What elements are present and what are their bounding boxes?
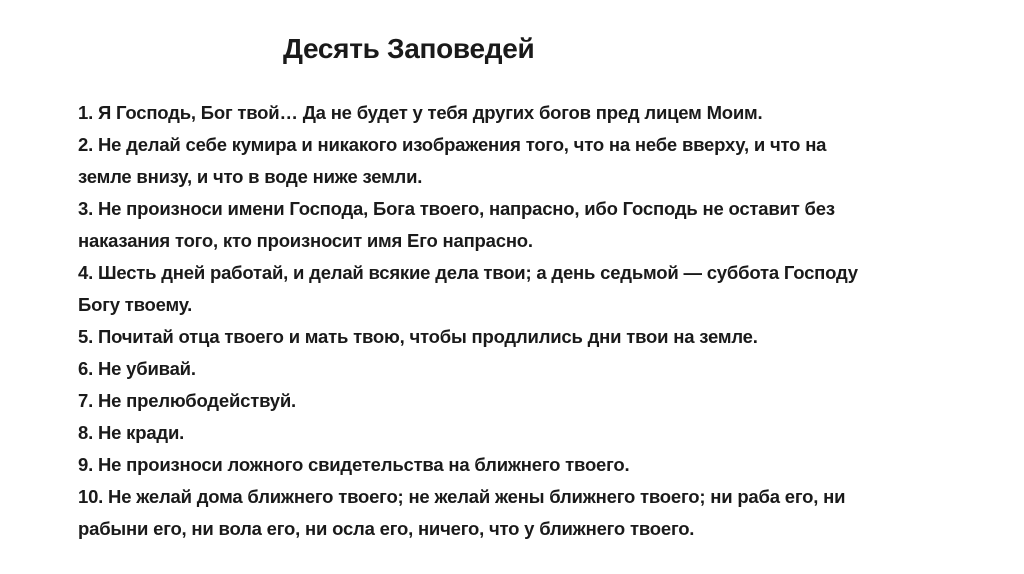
- commandment-item: [78, 353, 978, 385]
- commandment-line: 7. Не прелюбодействуй.: [78, 390, 296, 411]
- commandment-line: рабыни его, ни вола его, ни осла его, ничего, что у ближнего твоего.: [78, 518, 695, 539]
- commandment-item: [78, 257, 978, 321]
- commandment-item: [78, 417, 978, 449]
- commandment-item: [78, 97, 978, 129]
- commandment-line: 2. Не делай себе кумира и никакого изображения того, что на небе вверху, и что на: [78, 134, 827, 155]
- commandment-item: [78, 321, 978, 353]
- commandment-item: [78, 129, 978, 193]
- commandment-item: [78, 193, 978, 257]
- commandment-line: земле внизу, и что в воде ниже земли.: [78, 166, 423, 187]
- commandment-line: 5. Почитай отца твоего и мать твою, чтобы продлились дни твои на земле.: [78, 326, 758, 347]
- commandment-line: Богу твоему.: [78, 294, 193, 315]
- commandment-line: 9. Не произноси ложного свидетельства на ближнего твоего.: [78, 454, 630, 475]
- commandment-line: 10. Не желай дома ближнего твоего; не желай жены ближнего твоего; ни раба его, ни: [78, 486, 846, 507]
- commandment-line: 4. Шесть дней работай, и делай всякие дела твои; а день седьмой — суббота Господу: [78, 262, 858, 283]
- commandment-line: 3. Не произноси имени Господа, Бога твоего, напрасно, ибо Господь не оставит без: [78, 198, 835, 219]
- commandment-line: наказания того, кто произносит имя Его напрасно.: [78, 230, 533, 251]
- commandment-item: [78, 449, 978, 481]
- commandment-line: 6. Не убивай.: [78, 358, 196, 379]
- slide-title: Десять Заповедей: [283, 33, 535, 64]
- commandments-list: [78, 97, 978, 545]
- commandment-line: 1. Я Господь, Бог твой… Да не будет у тебя других богов пред лицем Моим.: [78, 102, 763, 123]
- commandment-line: 8. Не кради.: [78, 422, 185, 443]
- commandment-item: [78, 481, 978, 545]
- commandment-item: [78, 385, 978, 417]
